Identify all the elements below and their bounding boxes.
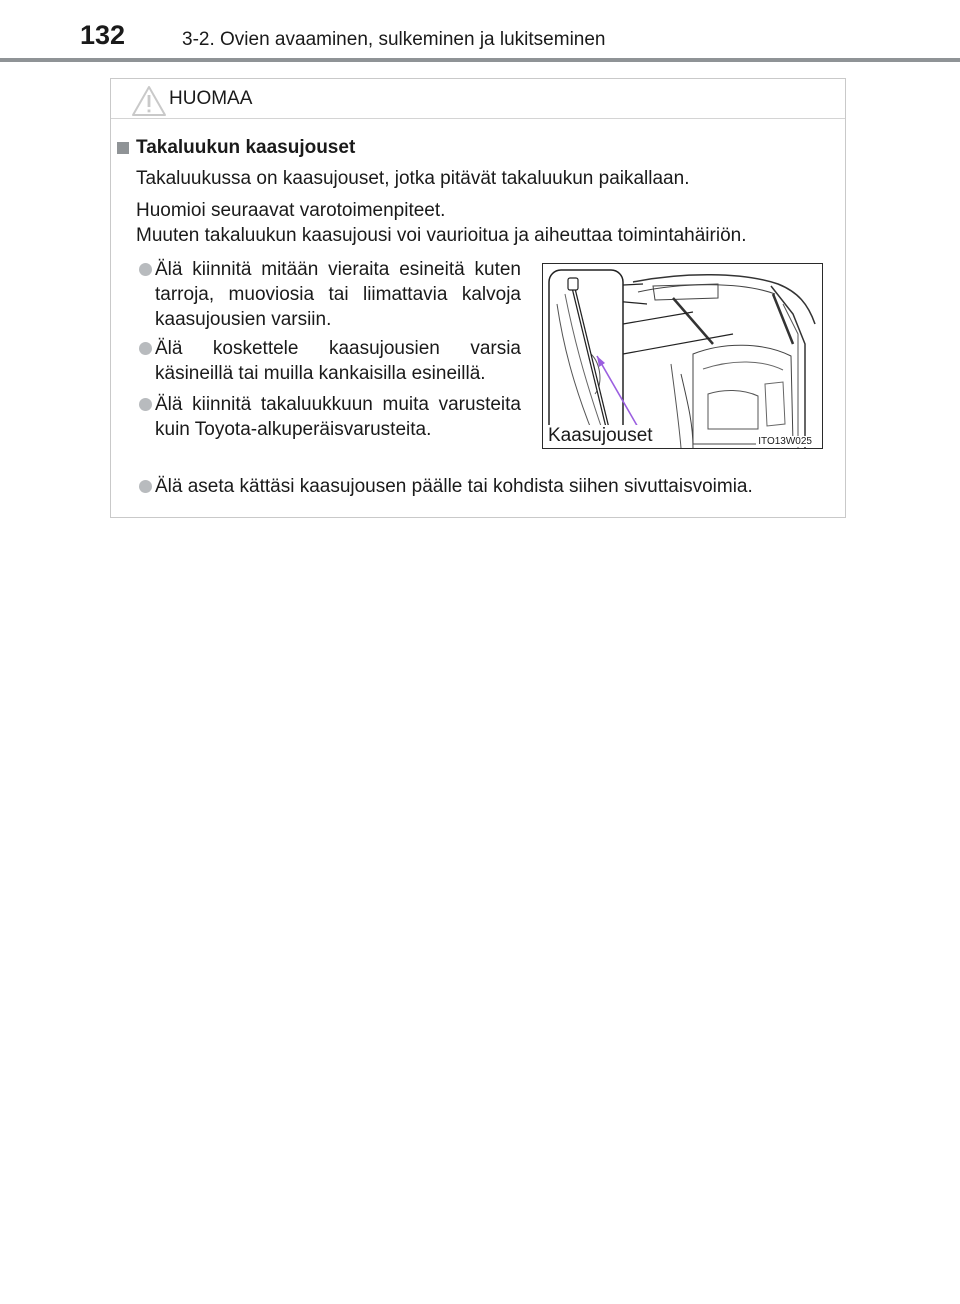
gas-strut-illustration — [542, 263, 823, 449]
bullet-dot-icon — [139, 342, 152, 355]
list-item-text: Älä koskettele kaasujousien varsia käsineillä tai muilla kankaisilla esineillä. — [155, 338, 521, 384]
figure-label: Kaasujouset — [548, 425, 656, 447]
notice-paragraph-line: Huomioi seuraavat varotoimenpiteet. — [136, 200, 446, 221]
notice-paragraph: Takaluukussa on kaasujouset, jotka pitävät takaluukun paikallaan. — [136, 168, 690, 189]
warning-triangle-icon — [131, 85, 167, 117]
list-item — [135, 336, 521, 386]
page-number: 132 — [80, 20, 126, 50]
square-bullet-icon — [117, 142, 129, 154]
list-item-text: Älä kiinnitä takaluukkuun muita varusteita kuin Toyota-alkuperäisvarusteita. — [155, 394, 521, 440]
notice-header — [111, 79, 845, 119]
list-item — [135, 392, 521, 442]
notice-title: HUOMAA — [169, 88, 253, 109]
notice-box — [110, 78, 846, 518]
list-item — [135, 257, 521, 332]
figure-code: ITO13W025 — [758, 436, 812, 447]
tailgate-drawing — [543, 264, 823, 449]
list-item — [135, 474, 835, 499]
bullet-dot-icon — [139, 480, 152, 493]
notice-paragraph — [136, 198, 747, 248]
notice-paragraph-line: Muuten takaluukun kaasujousi voi vaurioitua ja aiheuttaa toimintahäiriön. — [136, 225, 747, 246]
bullet-dot-icon — [139, 398, 152, 411]
section-title: 3-2. Ovien avaaminen, sulkeminen ja lukitseminen — [182, 29, 606, 50]
bullet-dot-icon — [139, 263, 152, 276]
list-item-text: Älä kiinnitä mitään vieraita esineitä kuten tarroja, muoviosia tai liimattavia kalvoja kaasujousien varsiin. — [155, 259, 521, 330]
page-header — [0, 0, 960, 64]
header-rule — [0, 58, 960, 62]
list-item-text: Älä aseta kättäsi kaasujousen päälle tai kohdista siihen sivuttaisvoimia. — [155, 476, 753, 497]
notice-subheading: Takaluukun kaasujouset — [136, 137, 356, 158]
